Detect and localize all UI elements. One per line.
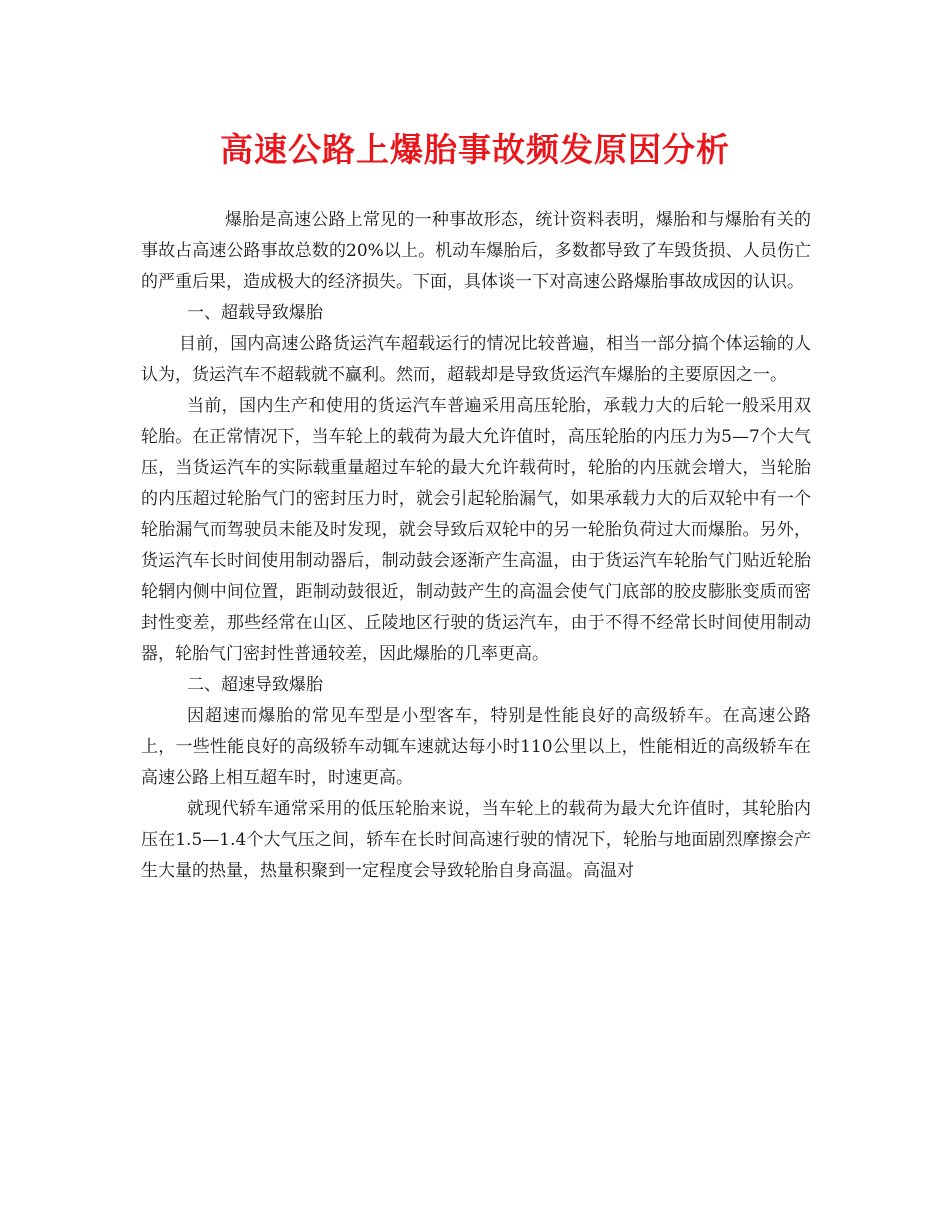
paragraph-speeding-1: 因超速而爆胎的常见车型是小型客车，特别是性能良好的高级轿车。在高速公路上，一些性能良好的高级轿车动辄车速就达每小时110公里以上，性能相近的高级轿车在高速公路上相互超车时，时速更高。: [141, 706, 811, 788]
paragraph-overload-2: 当前，国内生产和使用的货运汽车普遍采用高压轮胎，承载力大的后轮一般采用双轮胎。在正常情况下，当车轮上的载荷为最大允许值时，高压轮胎的内压力为5—7个大气压，当货运汽车的实际载重量超过车轮的最大允许载荷时，轮胎的内压就会增大，当轮胎的内压超过轮胎气门的密封压力时，就会引起轮胎漏气，如果承载力大的后双轮中有一个轮胎漏气而驾驶员未能及时发现，就会导致后双轮中的另一轮胎负荷过大而爆胎。另外，货运汽车长时间使用制动器后，制动鼓会逐渐产生高温，由于货运汽车轮胎气门贴近轮胎轮辋内侧中间位置，距制动鼓很近，制动鼓产生的高温会使气门底部的胶皮膨胀变质而密封性变差，那些经常在山区、丘陵地区行驶的货运汽车，由于不得不经常长时间使用制动器，轮胎气门密封性普通较差，因此爆胎的几率更高。: [141, 396, 811, 664]
document-title: 高速公路上爆胎事故频发原因分析: [220, 130, 730, 169]
paragraph-overload-1: 目前，国内高速公路货运汽车超载运行的情况比较普遍，相当一部分搞个体运输的人认为，货运汽车不超载就不赢利。然而，超载却是导致货运汽车爆胎的主要原因之一。: [141, 334, 811, 385]
section-heading-overload: 一、超载导致爆胎: [187, 303, 323, 323]
paragraph-intro: 爆胎是高速公路上常见的一种事故形态，统计资料表明，爆胎和与爆胎有关的事故占高速公路事故总数的20%以上。机动车爆胎后，多数都导致了车毁货损、人员伤亡的严重后果，造成极大的经济损失。下面，具体谈一下对高速公路爆胎事故成因的认识。: [141, 210, 811, 292]
section-heading-speeding: 二、超速导致爆胎: [187, 675, 323, 695]
document-body: [141, 205, 811, 887]
paragraph-speeding-2: 就现代轿车通常采用的低压轮胎来说，当车轮上的载荷为最大允许值时，其轮胎内压在1.5—1.4个大气压之间，轿车在长时间高速行驶的情况下，轮胎与地面剧烈摩擦会产生大量的热量，热量积聚到一定程度会导致轮胎自身高温。高温对: [141, 799, 811, 881]
